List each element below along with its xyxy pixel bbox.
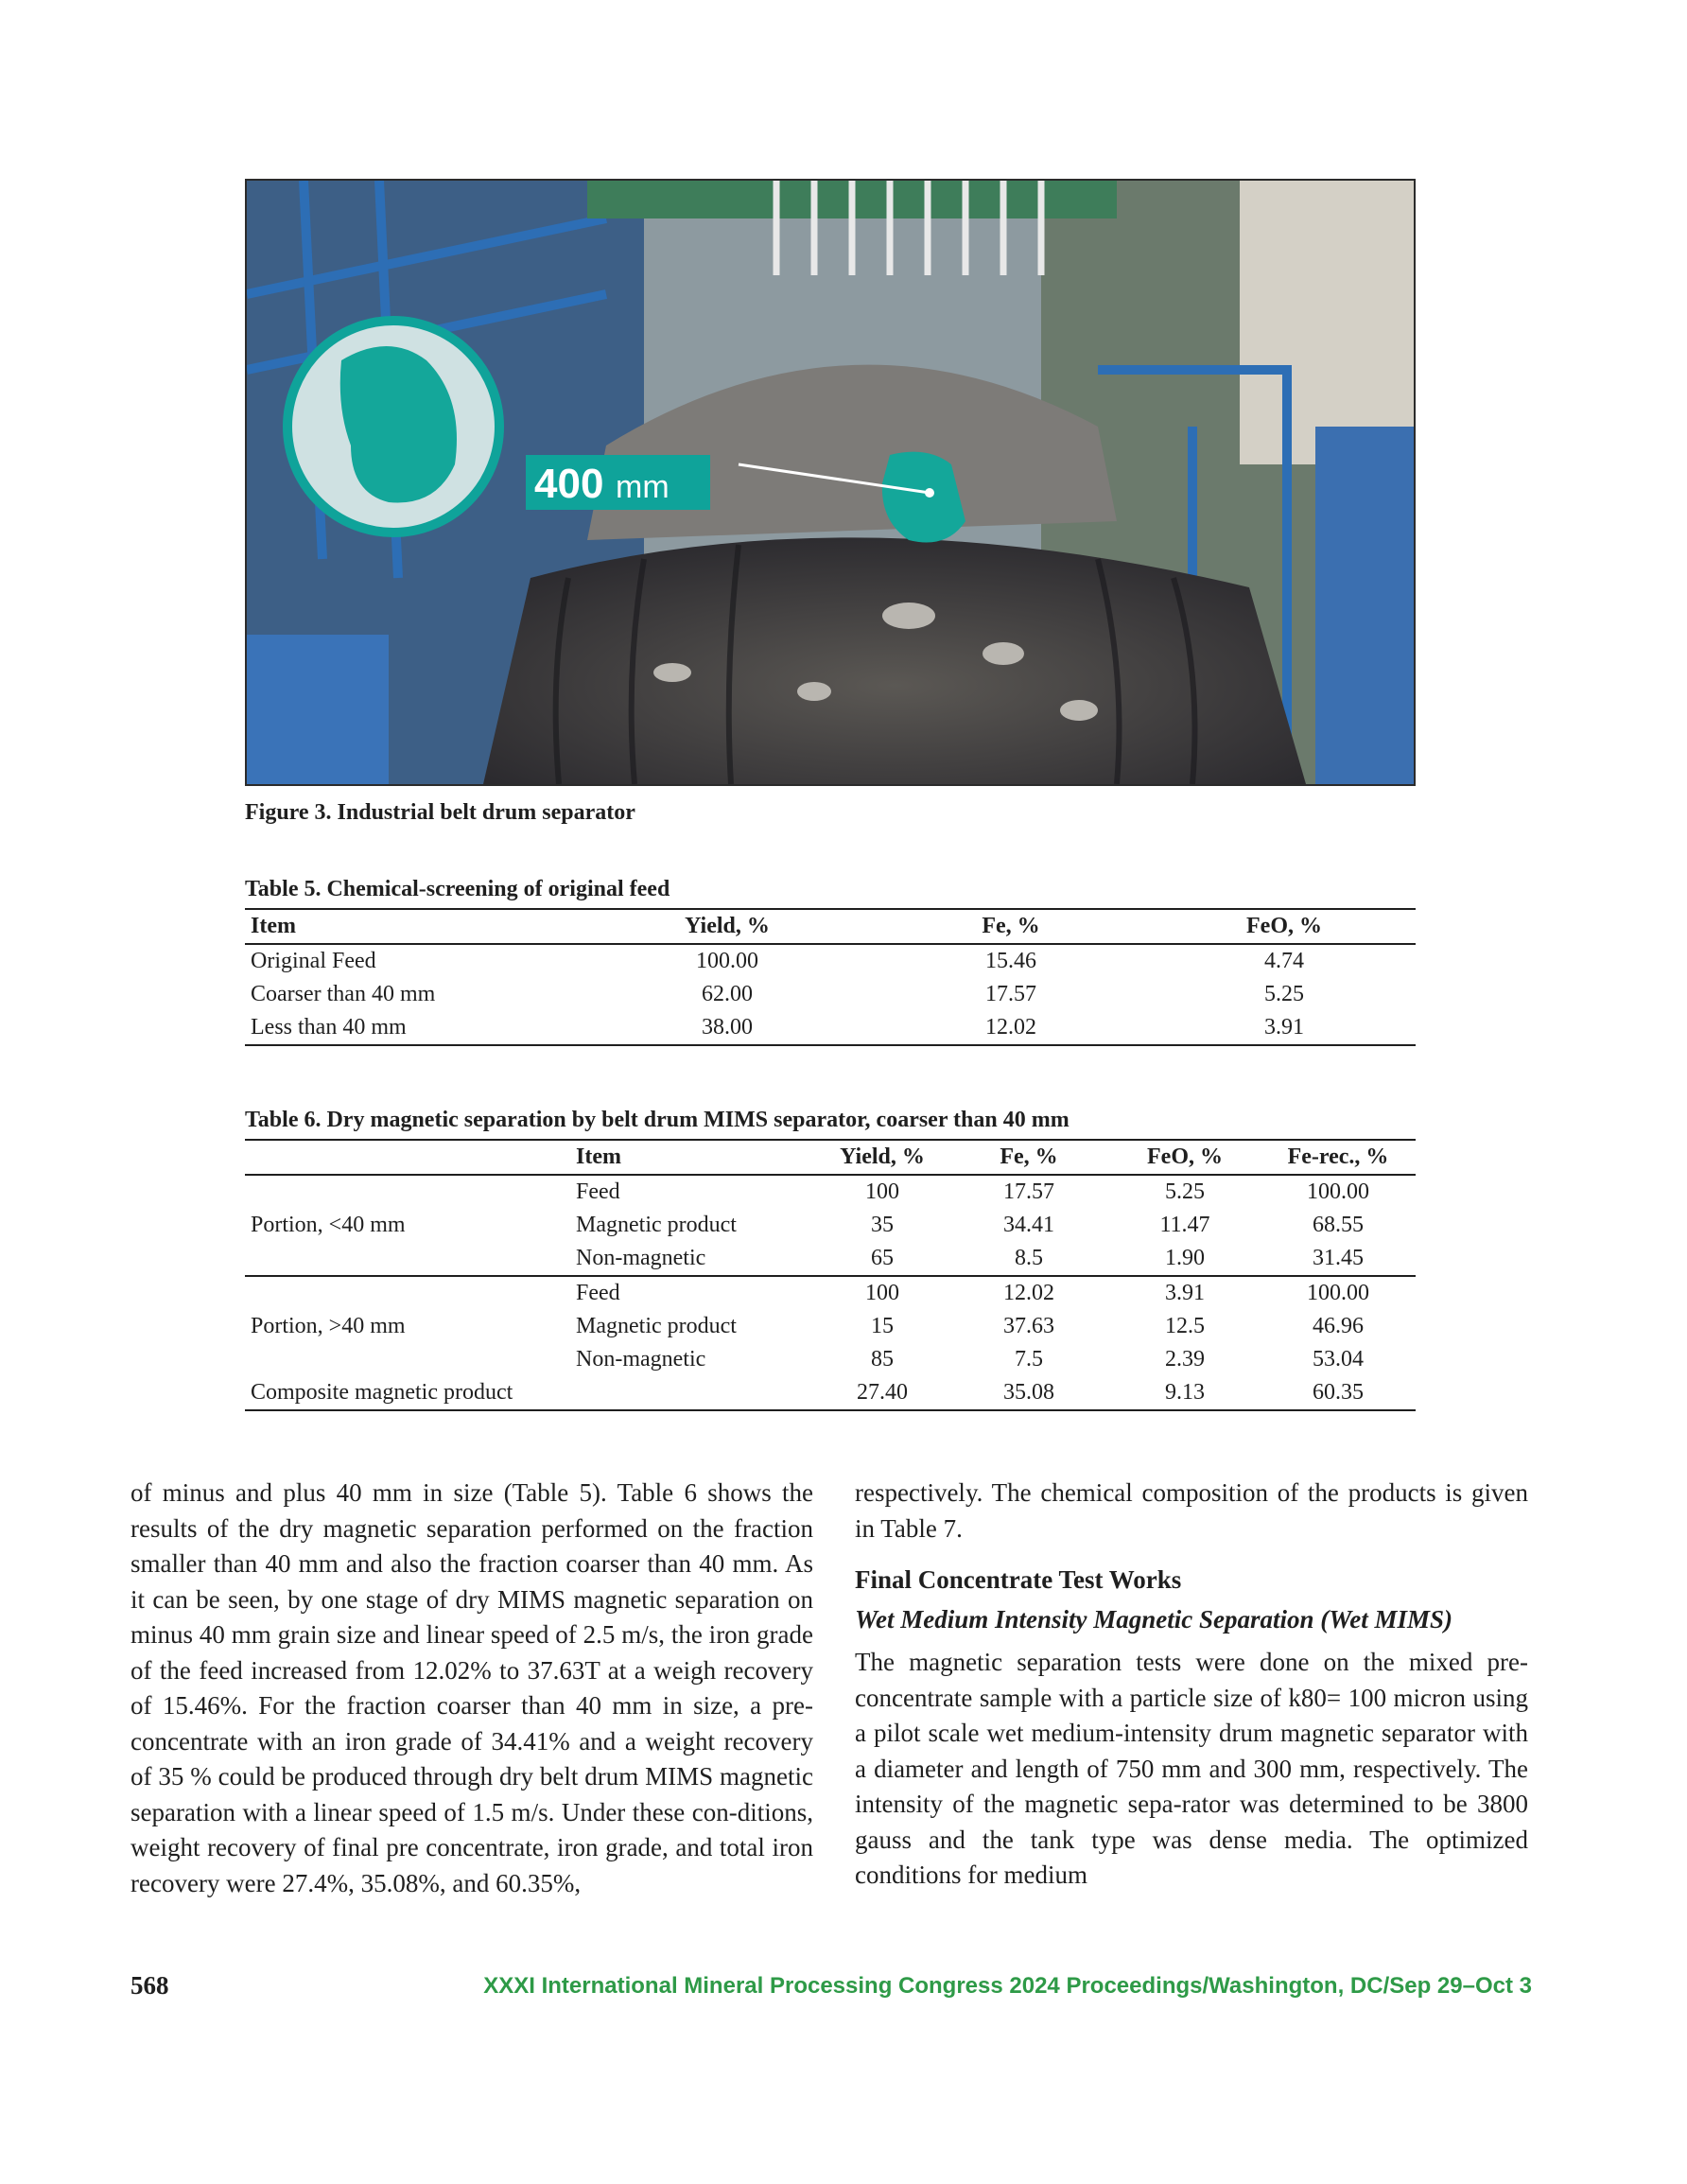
table-cell: 31.45 [1261,1242,1416,1276]
section-heading: Final Concentrate Test Works [855,1565,1182,1594]
section-subheading: Wet Medium Intensity Magnetic Separation (Wet MIMS) [855,1605,1453,1634]
table-cell: 100.00 [696,949,758,973]
table6-header-row [245,1140,1416,1175]
table-cell: 1.90 [1109,1242,1261,1276]
body-paragraph: The magnetic separation tests were done on the mixed pre-concentrate sample with a particle size of k80= 100 micron using a pilot scale wet medium-intensity drum magnetic separator with a diameter and length of 750 mm and 300 mm, respectively. The intensity of the magnetic sepa-rator was determined to be 3800 gauss and the tank type was dense media. The optimized conditions for medium [855,1648,1528,1889]
table-cell: 60.35 [1261,1376,1416,1410]
figure-caption: Figure 3. Industrial belt drum separator [245,800,635,825]
table-cell: 35.08 [948,1376,1109,1410]
table-cell: 9.13 [1109,1376,1261,1410]
table-cell: Less than 40 mm [245,1011,585,1045]
table-cell: 5.25 [1264,982,1304,1006]
table-cell: 85 [871,1347,894,1372]
table-cell: 34.41 [1003,1213,1054,1237]
table-cell: 3.91 [1153,1011,1416,1045]
table-cell: 4.74 [1264,949,1304,973]
table-cell: Non-magnetic [570,1242,816,1276]
table-cell: 68.55 [1313,1213,1364,1237]
table-cell: 7.5 [1015,1347,1043,1372]
table-cell: 37.63 [1003,1314,1054,1338]
table6 [245,1139,1416,1411]
table-cell: 12.5 [1165,1314,1205,1338]
table6-group-label: Portion, >40 mm [251,1314,406,1338]
table-cell: Feed [576,1281,620,1305]
table-cell: 100 [865,1179,899,1204]
table-cell: 100.00 [1307,1281,1369,1305]
table-cell: 11.47 [1159,1213,1210,1237]
table6-composite-row [245,1376,1416,1410]
table5-header-row [245,909,1416,944]
table6-header-ferec: Fe-rec., % [1261,1140,1416,1175]
table5-header-yield: Yield, % [585,909,869,944]
table-cell: 46.96 [1313,1314,1364,1338]
table-cell: Coarser than 40 mm [251,982,436,1006]
table-cell: 100 [865,1281,899,1305]
table-cell: 62.00 [702,982,753,1006]
figure-photo [245,179,1416,786]
table5-header-item: Item [245,909,585,944]
table-cell: Composite magnetic product [245,1376,816,1410]
right-column [855,1476,1528,1905]
table6-header-fe: Fe, % [948,1140,1109,1175]
table5-header-fe: Fe, % [869,909,1153,944]
table-row [245,944,1416,978]
body-paragraph: of minus and plus 40 mm in size (Table 5). Table 6 shows the results of the dry magnetic separation performed on the fraction smaller than 40 mm and also the fraction coarser than 40 mm. As it can be seen, by one stage of dry MIMS magnetic separation on minus 40 mm grain size and linear speed of 2.5 m/s, the iron grade of the feed increased from 12.02% to 37.63T at a weigh recovery of 15.46%. For the fraction coarser than 40 mm in size, a pre-concentrate with an iron grade of 34.41% and a weight recovery of 35 % could be produced through dry belt drum MIMS magnetic separation with a linear speed of 1.5 m/s. Under these con-ditions, weight recovery of final pre concentrate, iron grade, and total iron recovery were 27.4%, 35.08%, and 60.35%, [130,1478,813,1897]
table-cell: 17.57 [1003,1179,1054,1204]
table-cell: Magnetic product [576,1213,737,1237]
table6-group-label: Portion, <40 mm [245,1175,570,1276]
page-number: 568 [130,1971,169,2000]
table-cell: 3.91 [1165,1281,1205,1305]
table-cell: 17.57 [985,982,1036,1006]
table-row [245,978,1416,1011]
table-cell: 12.02 [1003,1281,1054,1305]
table6-header-group [245,1140,570,1175]
table-cell: 27.40 [816,1376,948,1410]
table-cell: 12.02 [869,1011,1153,1045]
table-cell: 65 [816,1242,948,1276]
table6-header-yield: Yield, % [816,1140,948,1175]
left-column [130,1476,813,1913]
table-cell: 15 [871,1314,894,1338]
table-cell: 8.5 [948,1242,1109,1276]
table-cell: 15.46 [985,949,1036,973]
table-row [245,1276,1416,1310]
table6-title: Table 6. Dry magnetic separation by belt drum MIMS separator, coarser than 40 mm [245,1108,1070,1132]
overlay-size-label: 400 [534,461,604,507]
table-cell: 53.04 [1313,1347,1364,1372]
table-cell: 35 [871,1213,894,1237]
footer-text: XXXI International Mineral Processing Congress 2024 Proceedings/Washington, DC/Sep 29–Oct 3 [483,1973,1532,1999]
table-cell: Non-magnetic [576,1347,706,1372]
table5-title: Table 5. Chemical-screening of original feed [245,877,670,901]
table-cell: Feed [576,1179,620,1204]
table6-header-item: Item [570,1140,816,1175]
table5-header-feo: FeO, % [1153,909,1416,944]
table-cell: Magnetic product [576,1314,737,1338]
table6-header-feo: FeO, % [1109,1140,1261,1175]
table-cell: 100.00 [1307,1179,1369,1204]
table-row [245,1175,1416,1209]
table-cell: 5.25 [1165,1179,1205,1204]
body-paragraph: respectively. The chemical composition of the products is given in Table 7. [855,1478,1528,1543]
table-row [245,1011,1416,1045]
table-cell: 38.00 [585,1011,869,1045]
table5 [245,908,1416,1046]
table-cell: Original Feed [251,949,376,973]
table-cell: 2.39 [1165,1347,1205,1372]
overlay-unit-label: mm [616,469,670,505]
